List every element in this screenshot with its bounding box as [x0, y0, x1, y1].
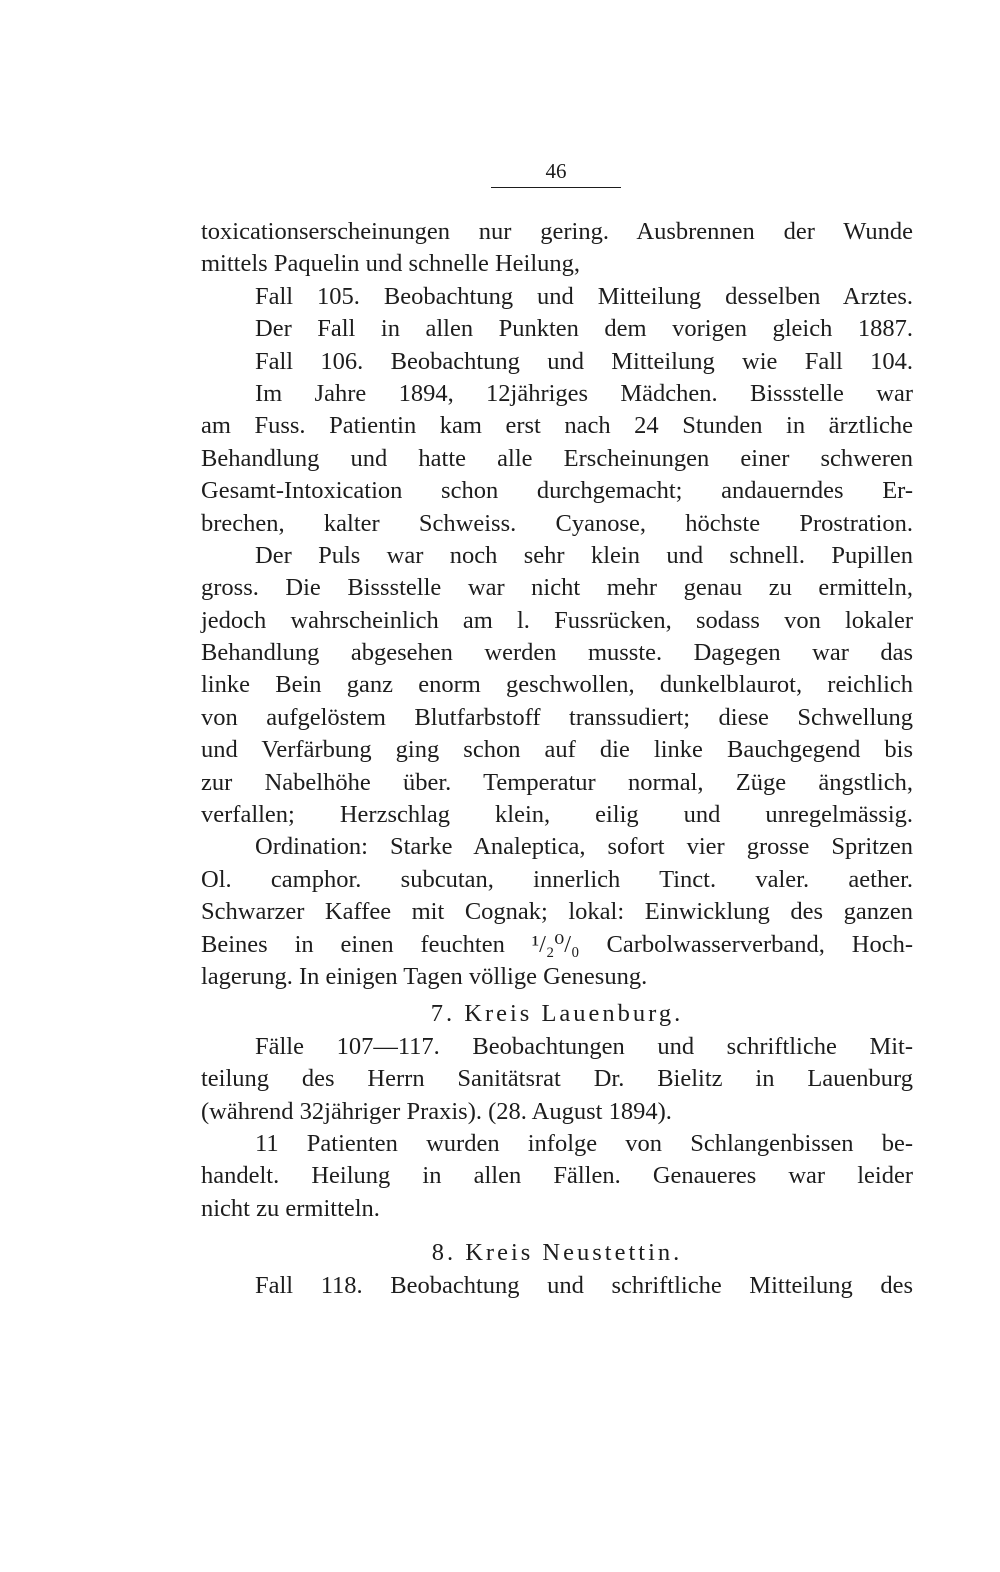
text-line: Der Puls war noch sehr klein und schnell. Pupillen [255, 541, 913, 569]
case-106-heading-line: Fall 106. Beobachtung und Mitteilung wie Fall 104. [255, 347, 913, 375]
section-heading-neustettin: 8. Kreis Neustettin. [431, 1239, 683, 1267]
page-number: 46 [491, 157, 621, 188]
text-line: Im Jahre 1894, 12jähriges Mädchen. Bissstelle war [255, 379, 913, 407]
text-line: von aufgelöstem Blutfarbstoff transsudiert; diese Schwellung [201, 703, 913, 731]
text-line: teilung des Herrn Sanitätsrat Dr. Bielitz in Lauenburg [201, 1065, 913, 1093]
ordination-line: Ordination: Starke Analeptica, sofort vier grosse Spritzen [255, 833, 913, 861]
body-text [201, 216, 913, 1302]
text-line: lagerung. In einigen Tagen völlige Genesung. [201, 962, 648, 990]
text-line: Beines in einen feuchten ¹/₂⁰/₀ Carbolwasserverband, Hoch- [201, 930, 913, 958]
text-line: handelt. Heilung in allen Fällen. Genaueres war leider [201, 1162, 913, 1190]
text-line: Behandlung abgesehen werden musste. Dagegen war das [201, 639, 913, 667]
text-line: jedoch wahrscheinlich am l. Fussrücken, sodass von lokaler [201, 606, 913, 634]
text-line: Gesamt-Intoxication schon durchgemacht; andauerndes Er- [201, 477, 913, 505]
text-line: 11 Patienten wurden infolge von Schlangenbissen be- [255, 1129, 913, 1157]
text-line: mittels Paquelin und schnelle Heilung, [201, 250, 581, 278]
text-line: Schwarzer Kaffee mit Cognak; lokal: Einwicklung des ganzen [201, 898, 913, 926]
text-line: (während 32jähriger Praxis). (28. August 1894). [201, 1097, 672, 1125]
cases-107-117-heading-line: Fälle 107—117. Beobachtungen und schriftliche Mit- [255, 1032, 913, 1060]
text-line: nicht zu ermitteln. [201, 1194, 380, 1222]
case-118-heading-line: Fall 118. Beobachtung und schriftliche Mitteilung des [255, 1271, 913, 1299]
text-line: am Fuss. Patientin kam erst nach 24 Stunden in ärztliche [201, 412, 913, 440]
section-heading-lauenburg: 7. Kreis Lauenburg. [430, 1000, 684, 1028]
text-line: verfallen; Herzschlag klein, eilig und unregelmässig. [201, 801, 913, 829]
text-line: und Verfärbung ging schon auf die linke Bauchgegend bis [201, 736, 913, 764]
text-line: Behandlung und hatte alle Erscheinungen einer schweren [201, 444, 913, 472]
text-line: zur Nabelhöhe über. Temperatur normal, Züge ängstlich, [201, 768, 913, 796]
case-105-heading-line: Fall 105. Beobachtung und Mitteilung desselben Arztes. [255, 282, 913, 310]
text-line: toxicationserscheinungen nur gering. Ausbrennen der Wunde [201, 218, 913, 245]
text-line: Ol. camphor. subcutan, innerlich Tinct. valer. aether. [201, 865, 913, 893]
text-line: gross. Die Bissstelle war nicht mehr genau zu ermitteln, [201, 574, 913, 602]
text-line: Der Fall in allen Punkten dem vorigen gleich 1887. [255, 315, 913, 343]
text-line: linke Bein ganz enorm geschwollen, dunkelblaurot, reichlich [201, 671, 913, 699]
text-line: brechen, kalter Schweiss. Cyanose, höchste Prostration. [201, 509, 913, 537]
